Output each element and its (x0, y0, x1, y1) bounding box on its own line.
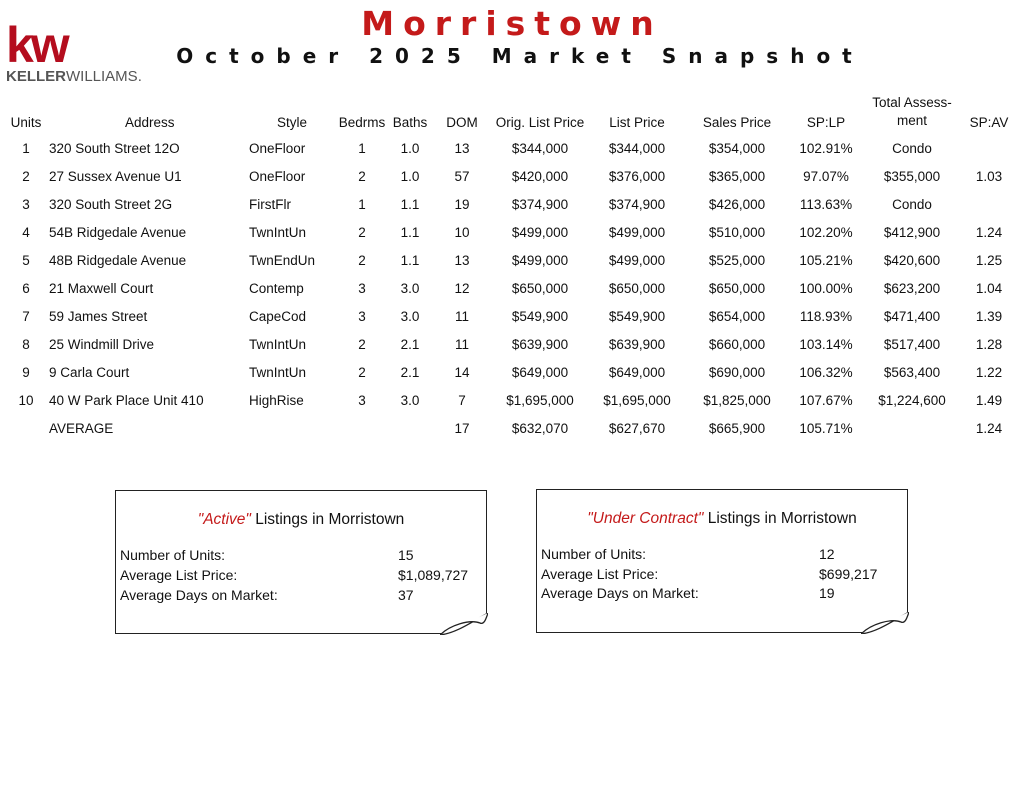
cell-dom: 7 (458, 393, 466, 408)
table-average-row (0, 416, 1024, 444)
header-list-price: List Price (609, 115, 665, 130)
table-row (0, 136, 1024, 164)
cell-sp-av: 1.24 (975, 421, 1003, 436)
cell-dom: 11 (454, 337, 470, 352)
cell-address: 48B Ridgedale Avenue (49, 253, 187, 268)
page-curl-icon (861, 612, 909, 634)
cell-units: 6 (22, 281, 30, 296)
cell-baths: 2.1 (400, 365, 420, 380)
table-body (0, 136, 1024, 444)
table-row (0, 388, 1024, 416)
cell-sp-av: 1.04 (975, 281, 1003, 296)
logo-wordmark: KELLERWILLIAMS. (6, 68, 142, 85)
table-row (0, 164, 1024, 192)
cell-bedrms: 3 (358, 309, 366, 324)
cell-units: 4 (22, 225, 30, 240)
cell-sp-lp: 102.20% (799, 225, 853, 240)
contract-avg-dom-label: Average Days on Market: (541, 585, 699, 601)
cell-sp-av: 1.22 (975, 365, 1003, 380)
cell-units: 9 (22, 365, 30, 380)
cell-sp-av: 1.39 (975, 309, 1003, 324)
cell-dom: 14 (454, 365, 470, 380)
contract-avg-list-label: Average List Price: (541, 566, 659, 582)
header-units: Units (10, 115, 42, 130)
header-baths: Baths (392, 115, 428, 130)
cell-style: HighRise (249, 393, 304, 408)
cell-sp-lp: 97.07% (803, 169, 849, 184)
cell-bedrms: 2 (358, 365, 366, 380)
cell-total-assessment: $355,000 (883, 169, 941, 184)
cell-total-assessment: Condo (892, 197, 932, 212)
cell-address: AVERAGE (49, 421, 114, 436)
cell-orig-list-price: $649,000 (511, 365, 569, 380)
table-header (0, 96, 1024, 136)
cell-style: TwnIntUn (249, 365, 307, 380)
cell-bedrms: 2 (358, 253, 366, 268)
cell-sales-price: $426,000 (708, 197, 766, 212)
cell-baths: 3.0 (400, 281, 420, 296)
cell-orig-list-price: $549,900 (511, 309, 569, 324)
cell-style: FirstFlr (249, 197, 291, 212)
cell-list-price: $650,000 (608, 281, 666, 296)
cell-sp-lp: 107.67% (799, 393, 853, 408)
cell-sp-lp: 103.14% (799, 337, 853, 352)
contract-avg-dom-value: 19 (819, 585, 835, 601)
cell-units: 2 (22, 169, 30, 184)
cell-baths: 1.1 (400, 253, 420, 268)
cell-sp-lp: 113.63% (799, 197, 853, 212)
cell-style: CapeCod (249, 309, 307, 324)
header-sales-price: Sales Price (702, 115, 772, 130)
cell-baths: 1.1 (400, 197, 420, 212)
cell-baths: 3.0 (400, 309, 420, 324)
cell-units: 5 (22, 253, 30, 268)
cell-sp-lp: 100.00% (799, 281, 853, 296)
cell-address: 320 South Street 2G (49, 197, 173, 212)
header-address: Address (125, 115, 175, 130)
cell-sales-price: $690,000 (708, 365, 766, 380)
cell-sp-lp: 102.91% (799, 141, 853, 156)
cell-list-price: $639,900 (608, 337, 666, 352)
cell-sales-price: $525,000 (708, 253, 766, 268)
active-avg-list-label: Average List Price: (120, 567, 238, 583)
cell-baths: 2.1 (400, 337, 420, 352)
cell-orig-list-price: $499,000 (511, 225, 569, 240)
cell-address: 40 W Park Place Unit 410 (49, 393, 204, 408)
header-orig-list-price: Orig. List Price (495, 115, 585, 130)
cell-dom: 13 (454, 141, 470, 156)
cell-sp-av: 1.49 (975, 393, 1003, 408)
cell-list-price: $344,000 (608, 141, 666, 156)
cell-style: OneFloor (249, 141, 306, 156)
page-title: Morristown (361, 4, 663, 43)
cell-baths: 1.1 (400, 225, 420, 240)
cell-sp-av: 1.25 (975, 253, 1003, 268)
cell-sales-price: $660,000 (708, 337, 766, 352)
cell-dom: 10 (454, 225, 470, 240)
cell-style: Contemp (249, 281, 304, 296)
table-row (0, 304, 1024, 332)
page-curl-icon (440, 613, 488, 635)
cell-bedrms: 2 (358, 225, 366, 240)
cell-orig-list-price: $650,000 (511, 281, 569, 296)
cell-sp-lp: 105.21% (799, 253, 853, 268)
contract-units-value: 12 (819, 546, 835, 562)
cell-style: OneFloor (249, 169, 306, 184)
active-avg-dom-value: 37 (398, 587, 414, 603)
under-contract-listings-box (536, 489, 908, 633)
cell-baths: 3.0 (400, 393, 420, 408)
cell-sales-price: $650,000 (708, 281, 766, 296)
cell-bedrms: 2 (358, 169, 366, 184)
cell-style: TwnIntUn (249, 337, 307, 352)
cell-bedrms: 2 (358, 337, 366, 352)
cell-total-assessment: $471,400 (883, 309, 941, 324)
cell-list-price: $627,670 (608, 421, 666, 436)
cell-units: 10 (18, 393, 34, 408)
cell-sales-price: $510,000 (708, 225, 766, 240)
cell-baths: 1.0 (400, 141, 420, 156)
cell-style: TwnIntUn (249, 225, 307, 240)
cell-list-price: $1,695,000 (603, 393, 671, 408)
cell-orig-list-price: $1,695,000 (506, 393, 574, 408)
cell-sp-av: 1.03 (975, 169, 1003, 184)
cell-total-assessment: $412,900 (883, 225, 941, 240)
cell-total-assessment: $420,600 (883, 253, 941, 268)
header-sp-av: SP:AV (969, 115, 1009, 130)
page-subtitle: October 2025 Market Snapshot (176, 44, 864, 68)
cell-orig-list-price: $374,900 (511, 197, 569, 212)
header-total-assessment: Total Assess-ment (872, 95, 952, 128)
cell-sales-price: $1,825,000 (703, 393, 771, 408)
cell-list-price: $374,900 (608, 197, 666, 212)
active-box-title: "Active" Listings in Morristown (197, 511, 405, 528)
cell-total-assessment: $563,400 (883, 365, 941, 380)
kw-logo-mark: kw (6, 17, 67, 73)
contract-units-label: Number of Units: (541, 546, 647, 562)
cell-total-assessment: $517,400 (883, 337, 941, 352)
cell-orig-list-price: $420,000 (511, 169, 569, 184)
table-row (0, 248, 1024, 276)
header-dom: DOM (446, 115, 478, 130)
cell-units: 3 (22, 197, 30, 212)
header-style: Style (276, 115, 308, 130)
cell-orig-list-price: $639,900 (511, 337, 569, 352)
cell-orig-list-price: $344,000 (511, 141, 569, 156)
cell-total-assessment: Condo (892, 141, 932, 156)
contract-avg-list-value: $699,217 (819, 566, 878, 582)
active-units-label: Number of Units: (120, 547, 226, 563)
cell-address: 59 James Street (49, 309, 148, 324)
cell-total-assessment: $1,224,600 (878, 393, 946, 408)
table-row (0, 276, 1024, 304)
cell-sp-lp: 118.93% (799, 309, 853, 324)
cell-bedrms: 3 (358, 281, 366, 296)
active-avg-dom-label: Average Days on Market: (120, 587, 278, 603)
cell-dom: 13 (454, 253, 470, 268)
cell-dom: 57 (454, 169, 470, 184)
cell-sales-price: $354,000 (708, 141, 766, 156)
cell-sp-av: 1.28 (975, 337, 1003, 352)
cell-orig-list-price: $632,070 (511, 421, 569, 436)
cell-units: 1 (22, 141, 30, 156)
cell-bedrms: 1 (358, 197, 366, 212)
table-row (0, 332, 1024, 360)
table-row (0, 220, 1024, 248)
cell-list-price: $499,000 (608, 253, 666, 268)
cell-units: 8 (22, 337, 30, 352)
cell-dom: 17 (454, 421, 470, 436)
cell-bedrms: 1 (358, 141, 366, 156)
cell-dom: 19 (454, 197, 470, 212)
active-listings-box (115, 490, 487, 634)
cell-address: 9 Carla Court (49, 365, 130, 380)
cell-sales-price: $654,000 (708, 309, 766, 324)
contract-box-title: "Under Contract" Listings in Morristown (587, 510, 857, 527)
cell-sp-lp: 106.32% (799, 365, 853, 380)
cell-address: 54B Ridgedale Avenue (49, 225, 187, 240)
cell-bedrms: 3 (358, 393, 366, 408)
cell-total-assessment: $623,200 (883, 281, 941, 296)
header-bedrms: Bedrms (338, 115, 386, 130)
cell-address: 21 Maxwell Court (49, 281, 154, 296)
active-avg-list-value: $1,089,727 (398, 567, 469, 583)
cell-list-price: $499,000 (608, 225, 666, 240)
cell-dom: 12 (454, 281, 470, 296)
header-sp-lp: SP:LP (806, 115, 846, 130)
cell-list-price: $549,900 (608, 309, 666, 324)
cell-orig-list-price: $499,000 (511, 253, 569, 268)
cell-list-price: $376,000 (608, 169, 666, 184)
cell-units: 7 (22, 309, 30, 324)
active-units-value: 15 (398, 547, 414, 563)
table-row (0, 192, 1024, 220)
cell-address: 25 Windmill Drive (49, 337, 155, 352)
cell-sp-av: 1.24 (975, 225, 1003, 240)
cell-sales-price: $365,000 (708, 169, 766, 184)
cell-sales-price: $665,900 (708, 421, 766, 436)
cell-sp-lp: 105.71% (799, 421, 853, 436)
cell-baths: 1.0 (400, 169, 420, 184)
table-row (0, 360, 1024, 388)
cell-dom: 11 (454, 309, 470, 324)
cell-style: TwnEndUn (249, 253, 316, 268)
cell-address: 320 South Street 12O (49, 141, 180, 156)
cell-address: 27 Sussex Avenue U1 (49, 169, 182, 184)
cell-list-price: $649,000 (608, 365, 666, 380)
